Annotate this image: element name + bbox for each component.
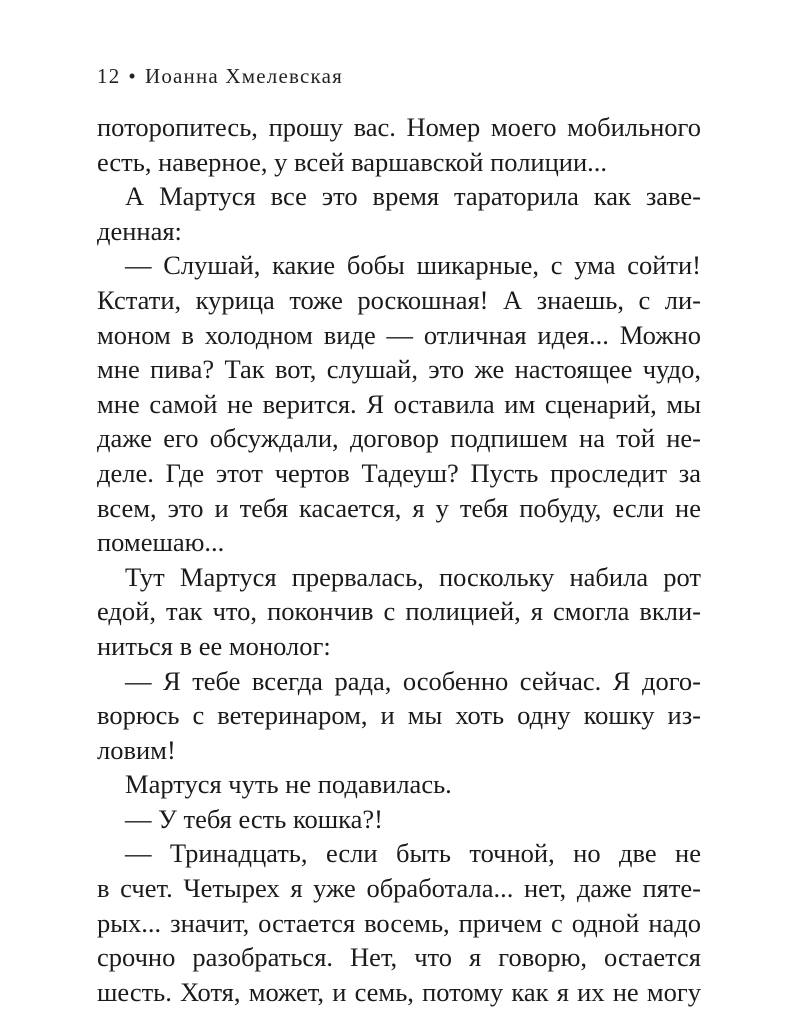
text-line: срочно разобраться. Нет, что я говорю, остается [97,942,701,973]
text-line: есть, наверное, у всей варшавской полиции... [97,146,608,177]
text-line: деле. Где этот чертов Тадеуш? Пусть проследит за [97,457,701,488]
text-line: в счет. Четырех я уже обработала... нет, даже пяте- [97,873,701,904]
text-line: — У тебя есть кошка?! [125,803,383,834]
running-header [97,64,343,89]
text-line: денная: [97,215,182,246]
text-line: ниться в ее монолог: [97,630,331,661]
text-line: ворюсь с ветеринаром, и мы хоть одну кошку из- [97,700,701,731]
text-line: мне пива? Так вот, слушай, это же настоящее чудо, [97,354,701,385]
author-name: Иоанна Хмелевская [144,64,343,88]
text-line: поторопитесь, прошу вас. Номер моего мобильного [97,112,701,142]
text-line: Кстати, курица тоже роскошная! А знаешь, с ли- [97,284,701,315]
text-line: едой, так что, покончив с полицией, я смогла вкли- [97,596,701,627]
text-line: шесть. Хотя, может, и семь, потому как я их не могу [97,976,701,1007]
text-line: помешаю... [97,527,225,558]
text-line: — Я тебе всегда рада, особенно сейчас. Я дого- [125,665,701,696]
text-line: всем, это и тебя касается, я у тебя побуду, если не [97,492,701,523]
text-line: — Слушай, какие бобы шикарные, с ума сойти! [125,250,701,281]
text-line: ловим! [97,734,176,765]
text-line: моном в холодном виде — отличная идея... Можно [97,319,701,350]
text-line: А Мартуся все это время тараторила как заве- [125,181,701,212]
page-number: 12 [97,64,121,88]
text-line: Тут Мартуся прервалась, поскольку набила рот [125,561,701,592]
header-separator: • [128,64,137,88]
text-line: — Тринадцать, если быть точной, но две не [125,838,701,869]
body-text [97,110,701,1009]
text-line: рых... значит, остается восемь, причем с одной надо [97,907,701,938]
text-line: Мартуся чуть не подавилась. [125,769,452,800]
text-line: мне самой не верится. Я оставила им сценарий, мы [97,388,701,419]
text-line: даже его обсуждали, договор подпишем на той не- [97,423,701,454]
